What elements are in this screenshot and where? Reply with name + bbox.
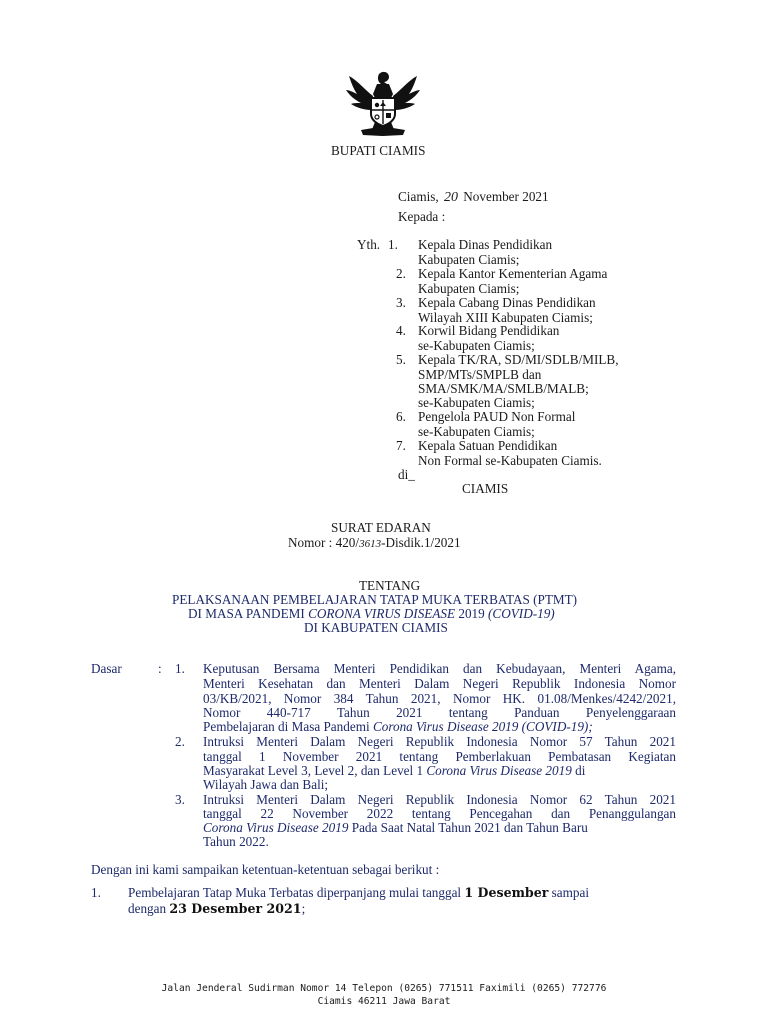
provision-text: ; (301, 901, 306, 916)
di-label: di_ (398, 467, 415, 482)
recipient-line: Non Formal se-Kabupaten Ciamis. (418, 453, 602, 468)
recipient-num-5: 5. (396, 352, 406, 367)
dasar-line (203, 763, 585, 778)
footer-city: Ciamis 46211 Jawa Barat (317, 996, 451, 1007)
recipient-num-7: 7. (396, 438, 406, 453)
recipient-line: Kepala Kantor Kementerian Agama (418, 266, 608, 281)
dasar-line: 03/KB/2021, Nomor 384 Tahun 2021, Nomor HK. 01.08/Menkes/4242/2021, (203, 691, 676, 706)
date-month-year: November 2021 (463, 189, 549, 204)
recipient-num-6: 6. (396, 409, 406, 424)
destination-city: CIAMIS (462, 481, 509, 496)
dasar-line: Intruksi Menteri Dalam Negeri Republik Indonesia Nomor 62 Tahun 2021 (203, 792, 676, 807)
subject-line-2 (188, 606, 555, 621)
provisions-intro: Dengan ini kami sampaikan ketentuan-ketentuan sebagai berikut : (91, 862, 440, 877)
recipient-line: SMP/MTs/SMPLB dan (418, 367, 542, 382)
recipient-line: Kepala Dinas Pendidikan (418, 237, 553, 252)
dasar-line: tanggal 22 November 2022 tentang Pencegahan dan Penanggulangan (203, 806, 676, 821)
subject-line-3: DI KABUPATEN CIAMIS (304, 620, 448, 635)
letter-number (288, 535, 461, 552)
recipient-line: se-Kabupaten Ciamis; (418, 395, 535, 410)
dasar-num-1: 1. (175, 661, 185, 676)
date-line (398, 189, 549, 205)
dasar-line: tanggal 1 November 2021 tentang Pemberlakuan Pembatasan Kegiatan (203, 749, 676, 764)
dasar-line: Intruksi Menteri Dalam Negeri Republik Indonesia Nomor 57 Tahun 2021 (203, 734, 676, 749)
letter-number-handwritten: 3613 (359, 538, 382, 550)
dasar-text: di (571, 763, 586, 778)
provision-text: sampai (548, 885, 590, 900)
recipient-line: Kabupaten Ciamis; (418, 252, 520, 267)
dasar-line: Keputusan Bersama Menteri Pendidikan dan Kebudayaan, Menteri Agama, (203, 661, 676, 676)
letter-type: SURAT EDARAN (331, 520, 431, 535)
subject-tentang: TENTANG (359, 578, 421, 593)
dasar-num-2: 2. (175, 734, 185, 749)
provision-line (128, 901, 305, 916)
dasar-line (203, 719, 593, 734)
letter-number-suffix: -Disdik.1/2021 (381, 535, 461, 550)
subject-line-2c: 2019 (455, 606, 489, 621)
recipient-line: Kepala Cabang Dinas Pendidikan (418, 295, 596, 310)
provision-text: Pembelajaran Tatap Muka Terbatas diperpanjang mulai tanggal (128, 885, 465, 900)
subject-line-2d: (COVID-19) (488, 606, 555, 621)
subject-line-1: PELAKSANAAN PEMBELAJARAN TATAP MUKA TERBATAS (PTMT) (172, 592, 578, 607)
dasar-text-italic: Corona Virus Disease 2019 (426, 763, 572, 778)
recipient-line: Korwil Bidang Pendidikan (418, 323, 560, 338)
dasar-line: Wilayah Jawa dan Bali; (203, 777, 329, 792)
recipient-line: SMA/SMK/MA/SMLB/MALB; (418, 381, 589, 396)
yth-text: Yth. (357, 237, 381, 252)
dasar-text-italic: Corona Virus Disease 2019 (203, 820, 349, 835)
subject-line-2b: CORONA VIRUS DISEASE (308, 606, 456, 621)
provision-bold: 1 Desember (464, 885, 549, 900)
date-day-handwritten: 20 (443, 190, 458, 205)
provision-line (128, 885, 589, 900)
provision-num-1: 1. (91, 885, 101, 900)
subject-line-2a: DI MASA PANDEMI (188, 606, 309, 621)
recipient-line: Kepala TK/RA, SD/MI/SDLB/MILB, (418, 352, 619, 367)
dasar-line: Tahun 2022. (203, 834, 269, 849)
recipient-line: Kepala Satuan Pendidikan (418, 438, 558, 453)
provision-text: dengan (128, 901, 170, 916)
dasar-text-italic: Corona Virus Disease 2019 (COVID-19); (372, 719, 593, 734)
recipient-num-1: 1. (388, 237, 398, 252)
dasar-line: Nomor 440-717 Tahun 2021 tentang Panduan Penyelenggaraan (203, 705, 676, 720)
recipient-line: Kabupaten Ciamis; (418, 281, 520, 296)
dasar-num-3: 3. (175, 792, 185, 807)
footer-address: Jalan Jenderal Sudirman Nomor 14 Telepon (0265) 771511 Faximili (0265) 772776 (161, 983, 607, 994)
recipient-line: Pengelola PAUD Non Formal (418, 409, 576, 424)
dasar-text: Pada Saat Natal Tahun 2021 dan Tahun Baru (348, 820, 588, 835)
recipient-line: Wilayah XIII Kabupaten Ciamis; (418, 310, 593, 325)
garuda-emblem (343, 70, 423, 142)
recipient-num-4: 4. (396, 323, 406, 338)
letter-number-prefix: Nomor : 420/ (288, 535, 360, 550)
kepada-label: Kepada : (398, 209, 446, 224)
recipient-num-3: 3. (396, 295, 406, 310)
dasar-line: Menteri Kesehatan dan Menteri Dalam Negeri Republik Indonesia Nomor (203, 676, 676, 691)
recipient-line: se-Kabupaten Ciamis; (418, 424, 535, 439)
date-place: Ciamis, (398, 189, 439, 204)
dasar-text: Masyarakat Level 3, Level 2, dan Level 1 (203, 763, 427, 778)
dasar-line (203, 820, 588, 835)
provision-bold: 23 Desember 2021 (169, 901, 302, 916)
dasar-colon: : (158, 661, 162, 676)
recipient-num-2: 2. (396, 266, 406, 281)
office-title: BUPATI CIAMIS (331, 143, 426, 158)
dasar-text: Pembelajaran di Masa Pandemi (203, 719, 373, 734)
recipient-line: se-Kabupaten Ciamis; (418, 338, 535, 353)
dasar-label: Dasar (91, 661, 122, 676)
yth-label (357, 237, 380, 252)
